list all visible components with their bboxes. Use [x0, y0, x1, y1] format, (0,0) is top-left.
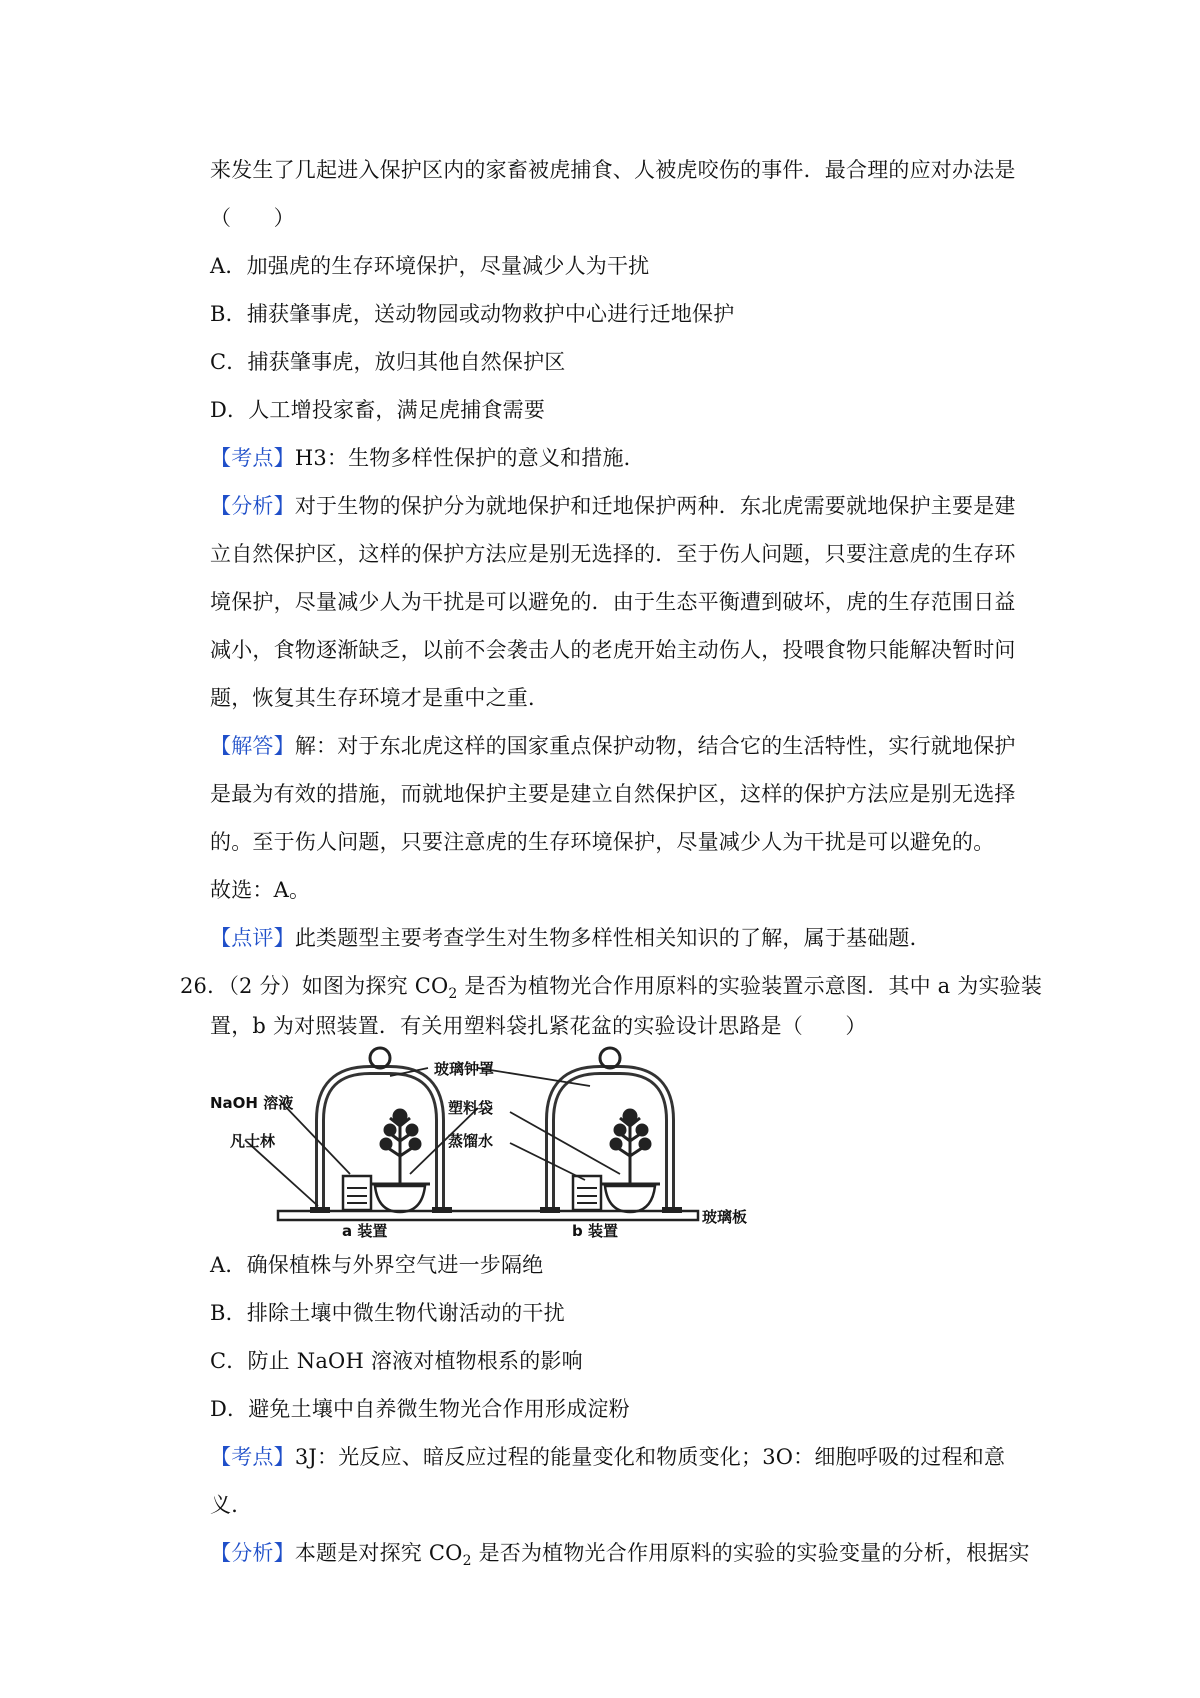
q26-option-b: B．排除土壤中微生物代谢活动的干扰	[210, 1301, 565, 1325]
q26-option-a: A．确保植株与外界空气进一步隔绝	[210, 1253, 544, 1277]
q25-answer: 故选：A。	[210, 878, 311, 902]
q26-stem-part-b: 是否为植物光合作用原料的实验装置示意图．其中 a 为实验装	[457, 974, 1043, 998]
beaker-b	[573, 1176, 601, 1210]
dianping-text: 此类题型主要考查学生对生物多样性相关知识的了解，属于基础题．	[294, 926, 931, 950]
fenxi-tag: 【分析】	[210, 494, 295, 518]
q26-kaodian-text: 3J：光反应、暗反应过程的能量变化和物质变化；3O：细胞呼吸的过程和意	[294, 1445, 1006, 1469]
q25-answer-blank: （ ）	[210, 206, 295, 230]
q25-dianping	[210, 923, 931, 953]
q25-fenxi-line-1	[210, 491, 1016, 521]
bell-jar-b	[550, 1070, 670, 1210]
q25-option-b: B．捕获肇事虎，送动物园或动物救护中心进行迁地保护	[210, 302, 735, 326]
label-device-a: a 装置	[342, 1222, 388, 1238]
pot-a	[375, 1186, 425, 1212]
q26-stem-line-1	[180, 971, 1042, 1001]
q25-fenxi-line-3: 境保护，尽量减少人为干扰是可以避免的．由于生态平衡遭到破坏，虎的生存范围日益	[210, 590, 1016, 614]
q26-fenxi-sub: 2	[462, 1553, 472, 1570]
q25-option-d: D．人工增投家畜，满足虎捕食需要	[210, 398, 546, 422]
q26-fenxi-part-b: 是否为植物光合作用原料的实验的实验变量的分析，根据实	[471, 1541, 1030, 1565]
fenxi-text: 对于生物的保护分为就地保护和迁地保护两种．东北虎需要就地保护主要是建	[294, 494, 1016, 518]
q25-option-c: C．捕获肇事虎，放归其他自然保护区	[210, 350, 566, 374]
q26-kaodian-line-2: 义．	[210, 1493, 253, 1517]
label-device-b: b 装置	[572, 1222, 618, 1238]
q26-stem-sub: 2	[448, 986, 458, 1003]
pot-b	[605, 1186, 655, 1212]
label-vaseline: 凡士林	[230, 1132, 276, 1150]
label-naoh: NaOH 溶液	[210, 1094, 294, 1112]
label-plastic-bag: 塑料袋	[448, 1099, 494, 1117]
q26-kaodian-tag: 【考点】	[210, 1445, 295, 1469]
q26-kaodian-line-1	[210, 1442, 1005, 1472]
label-bell-jar: 玻璃钟罩	[434, 1060, 495, 1078]
q25-option-a: A．加强虎的生存环境保护，尽量减少人为干扰	[210, 254, 650, 278]
q26-fenxi-tag: 【分析】	[210, 1541, 295, 1565]
beaker-a	[343, 1176, 371, 1210]
q26-fenxi-line-1	[210, 1538, 1030, 1568]
q25-jieda-line-3: 的。至于伤人问题，只要注意虎的生存环境保护，尽量减少人为干扰是可以避免的。	[210, 830, 995, 854]
q25-stem-continuation: 来发生了几起进入保护区内的家畜被虎捕食、人被虎咬伤的事件．最合理的应对办法是	[210, 158, 1016, 182]
jieda-text: 解：对于东北虎这样的国家重点保护动物，结合它的生活特性，实行就地保护	[294, 734, 1016, 758]
label-glass-plate: 玻璃板	[702, 1208, 748, 1226]
q25-fenxi-line-4: 减小，食物逐渐缺乏，以前不会袭击人的老虎开始主动伤人，投喂食物只能解决暂时问	[210, 638, 1016, 662]
jieda-tag: 【解答】	[210, 734, 295, 758]
bell-jar-a	[320, 1070, 440, 1210]
q26-fenxi-part-a: 本题是对探究 CO	[294, 1541, 463, 1565]
q26-stem-line-2: 置，b 为对照装置．有关用塑料袋扎紧花盆的实验设计思路是（ ）	[210, 1014, 867, 1038]
dianping-tag: 【点评】	[210, 926, 295, 950]
label-distilled-water: 蒸馏水	[448, 1132, 494, 1150]
kaodian-text: H3：生物多样性保护的意义和措施．	[294, 446, 645, 470]
experiment-apparatus-figure	[210, 1046, 775, 1238]
kaodian-tag: 【考点】	[210, 446, 295, 470]
q25-fenxi-line-5: 题，恢复其生存环境才是重中之重．	[210, 686, 550, 710]
q26-option-c: C．防止 NaOH 溶液对植物根系的影响	[210, 1349, 583, 1373]
q25-fenxi-line-2: 立自然保护区，这样的保护方法应是别无选择的．至于伤人问题，只要注意虎的生存环	[210, 542, 1016, 566]
q25-jieda-line-1	[210, 731, 1016, 761]
q25-kaodian	[210, 443, 645, 473]
q25-jieda-line-2: 是最为有效的措施，而就地保护主要是建立自然保护区，这样的保护方法应是别无选择	[210, 782, 1016, 806]
q26-stem-part-a: 26．（2 分）如图为探究 CO	[180, 974, 449, 998]
q26-option-d: D．避免土壤中自养微生物光合作用形成淀粉	[210, 1397, 630, 1421]
